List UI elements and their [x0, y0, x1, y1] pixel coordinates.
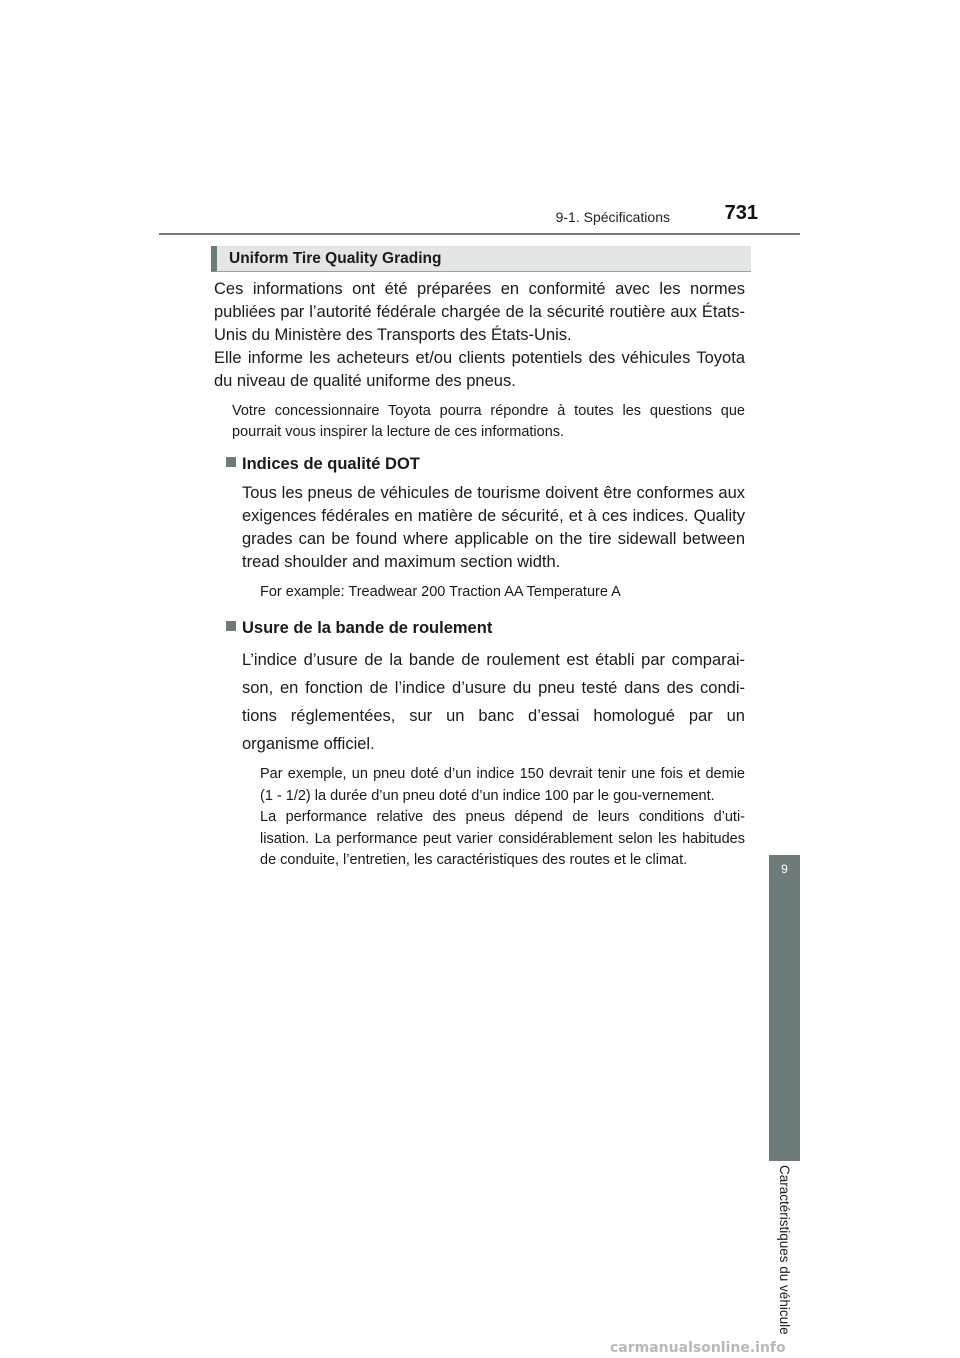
header-section-title: 9-1. Spécifications — [555, 209, 670, 225]
section-title: Uniform Tire Quality Grading — [229, 250, 442, 267]
main-content — [214, 278, 745, 872]
dot-body: Tous les pneus de véhicules de tourisme doivent être conformes aux exigences fédérales en matière de sécurité, et à ces indices. Quality grades can be found where applicable on the tire sidewall between tread shoulder and maximum section width. — [242, 484, 745, 571]
treadwear-note-2: La performance relative des pneus dépend de leurs conditions d’uti-lisation. La performance peut varier considérablement selon les habitudes de conduite, l’entretien, les caractéristiques des routes et le climat. — [260, 809, 745, 868]
side-tab-chapter-number: 9 — [781, 862, 788, 876]
page-number: 731 — [724, 202, 758, 224]
header-rule — [159, 233, 800, 235]
dot-heading — [226, 453, 745, 476]
treadwear-note-1: Par exemple, un pneu doté d’un indice 150 devrait tenir une fois et demie (1 - 1/2) la durée d’un pneu doté d’un indice 100 par le gou-vernement. — [260, 766, 745, 804]
side-tab-box — [769, 855, 800, 1161]
treadwear-heading-text: Usure de la bande de roulement — [242, 619, 493, 637]
watermark: carmanualsonline.info — [610, 1340, 786, 1356]
side-tab-title: Caractéristiques du véhicule — [777, 1165, 792, 1335]
intro-paragraph-2: Elle informe les acheteurs et/ou clients potentiels des véhicules Toyota du niveau de qualité uniforme des pneus. — [214, 349, 745, 390]
square-bullet-icon — [226, 621, 236, 631]
treadwear-body: L’indice d’usure de la bande de roulement est établi par comparai-son, en fonction de l’indice d’usure du pneu testé dans des condi-tions réglementées, sur un banc d’essai homologué par un organisme officiel. — [242, 651, 745, 753]
intro-paragraph-1: Ces informations ont été préparées en conformité avec les normes publiées par l’autorité fédérale chargée de la sécurité routière aux États-Unis du Ministère des Transports des États-Unis. — [214, 280, 745, 344]
section-header-bar — [211, 246, 751, 272]
treadwear-notes — [260, 764, 745, 872]
side-tab — [769, 235, 800, 1335]
dot-example: For example: Treadwear 200 Traction AA Temperature A — [260, 584, 621, 600]
treadwear-heading — [226, 617, 745, 640]
square-bullet-icon — [226, 457, 236, 467]
intro-note: Votre concessionnaire Toyota pourra répondre à toutes les questions que pourrait vous inspirer la lecture de ces informations. — [232, 403, 745, 440]
dot-heading-text: Indices de qualité DOT — [242, 455, 420, 473]
